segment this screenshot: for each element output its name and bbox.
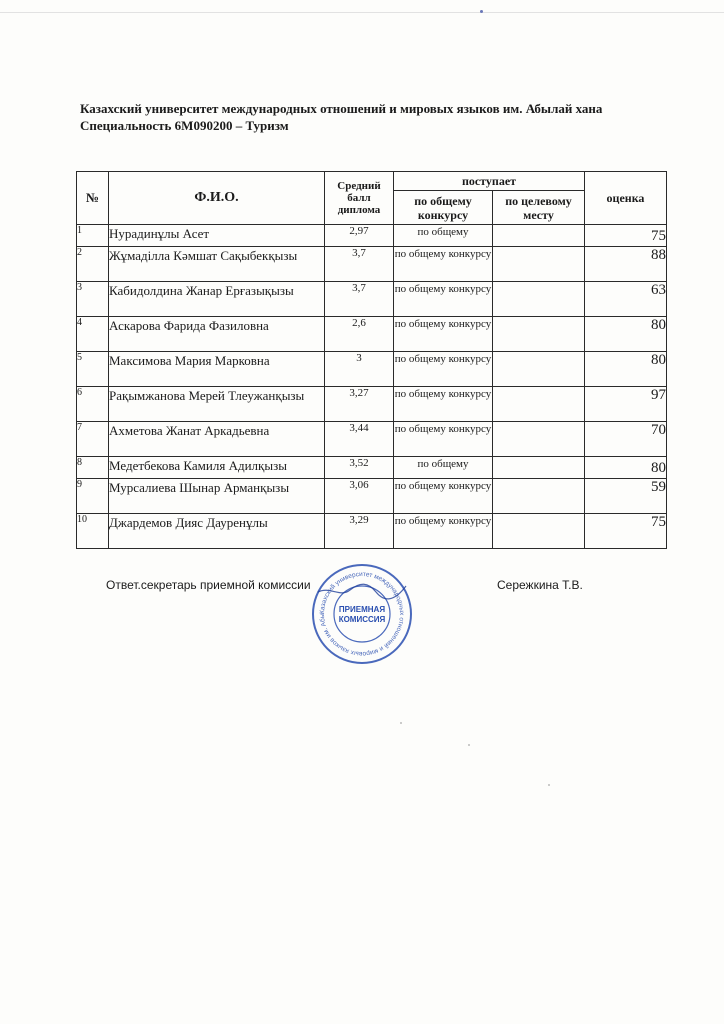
row-number: 1 xyxy=(77,225,109,247)
row-grade: 80 xyxy=(585,317,667,352)
table-row xyxy=(77,422,667,457)
scan-speck xyxy=(468,744,470,746)
row-general: по общему xyxy=(394,457,493,479)
results-table xyxy=(76,171,667,549)
row-avg: 3,06 xyxy=(325,479,394,514)
table-row xyxy=(77,225,667,247)
row-fio: Джардемов Дияс Дауренұлы xyxy=(109,514,325,549)
row-target xyxy=(493,352,585,387)
row-grade: 63 xyxy=(585,282,667,317)
col-avg-line: Средний xyxy=(337,180,381,192)
col-target-header xyxy=(493,191,585,225)
row-general: по общему xyxy=(394,225,493,247)
scan-edge-line xyxy=(0,12,724,13)
stamp-center-line2: КОМИССИЯ xyxy=(338,615,386,624)
row-general: по общему конкурсу xyxy=(394,282,493,317)
row-avg: 2,6 xyxy=(325,317,394,352)
row-general: по общему конкурсу xyxy=(394,387,493,422)
row-fio: Ахметова Жанат Аркадьевна xyxy=(109,422,325,457)
col-general-header xyxy=(394,191,493,225)
specialty-line: Специальность 6М090200 – Туризм xyxy=(80,118,289,133)
row-avg: 3,7 xyxy=(325,247,394,282)
row-general: по общему конкурсу xyxy=(394,352,493,387)
row-general: по общему конкурсу xyxy=(394,422,493,457)
row-grade: 80 xyxy=(585,457,667,479)
col-fio-header: Ф.И.О. xyxy=(109,172,325,225)
table-row xyxy=(77,282,667,317)
row-avg: 3,27 xyxy=(325,387,394,422)
document-header xyxy=(80,100,602,134)
secretary-name: Сережкина Т.В. xyxy=(497,578,583,592)
row-target xyxy=(493,387,585,422)
row-target xyxy=(493,514,585,549)
row-number: 4 xyxy=(77,317,109,352)
scan-speck xyxy=(400,722,402,724)
table-row xyxy=(77,247,667,282)
row-avg: 3,29 xyxy=(325,514,394,549)
row-general: по общему конкурсу xyxy=(394,514,493,549)
stamp-inner-ring xyxy=(334,586,390,642)
university-title: Казахский университет международных отношений и мировых языков им. Абылай хана xyxy=(80,101,603,116)
row-grade: 75 xyxy=(585,514,667,549)
col-general-line: по общему xyxy=(414,193,472,208)
row-grade: 75 xyxy=(585,225,667,247)
row-fio: Мурсалиева Шынар Арманқызы xyxy=(109,479,325,514)
row-grade: 88 xyxy=(585,247,667,282)
col-avg-header xyxy=(325,172,394,225)
row-target xyxy=(493,317,585,352)
secretary-title: Ответ.секретарь приемной комиссии xyxy=(106,578,311,592)
row-number: 7 xyxy=(77,422,109,457)
row-grade: 80 xyxy=(585,352,667,387)
row-avg: 2,97 xyxy=(325,225,394,247)
table-row xyxy=(77,514,667,549)
row-fio: Кабидолдина Жанар Ерғазықызы xyxy=(109,282,325,317)
row-number: 5 xyxy=(77,352,109,387)
row-target xyxy=(493,457,585,479)
row-target xyxy=(493,479,585,514)
row-fio: Максимова Мария Марковна xyxy=(109,352,325,387)
stamp-ring-text: Казахский университет международных отношений и мировых языков им. Абы xyxy=(318,570,406,658)
row-fio: Нурадинұлы Асет xyxy=(109,225,325,247)
col-grade-header: оценка xyxy=(585,172,667,225)
table-row xyxy=(77,479,667,514)
row-avg: 3,44 xyxy=(325,422,394,457)
row-general: по общему конкурсу xyxy=(394,317,493,352)
row-grade: 97 xyxy=(585,387,667,422)
row-avg: 3 xyxy=(325,352,394,387)
row-grade: 70 xyxy=(585,422,667,457)
row-avg: 3,7 xyxy=(325,282,394,317)
table-row xyxy=(77,352,667,387)
row-fio: Аскарова Фарида Фазиловна xyxy=(109,317,325,352)
row-fio: Рақымжанова Мерей Тлеужанқызы xyxy=(109,387,325,422)
col-target-line: по целевому xyxy=(505,193,572,208)
row-number: 8 xyxy=(77,457,109,479)
row-number: 10 xyxy=(77,514,109,549)
row-target xyxy=(493,282,585,317)
row-fio: Медетбекова Камиля Адилқызы xyxy=(109,457,325,479)
row-target xyxy=(493,422,585,457)
row-fio: Жұмаділла Кәмшат Сақыбекқызы xyxy=(109,247,325,282)
row-number: 9 xyxy=(77,479,109,514)
row-target xyxy=(493,247,585,282)
col-general-line: конкурсу xyxy=(417,207,469,222)
row-number: 2 xyxy=(77,247,109,282)
stamp-outer-ring xyxy=(313,565,411,663)
table-row xyxy=(77,457,667,479)
row-general: по общему конкурсу xyxy=(394,479,493,514)
row-grade: 59 xyxy=(585,479,667,514)
col-avg-line: диплома xyxy=(337,204,381,216)
table-row xyxy=(77,387,667,422)
col-avg-line: балл xyxy=(347,192,371,204)
admission-stamp xyxy=(310,562,414,666)
col-num-header: № xyxy=(77,172,109,225)
col-enters-header: поступает xyxy=(394,172,585,191)
col-target-line: месту xyxy=(523,207,554,222)
row-number: 6 xyxy=(77,387,109,422)
row-avg: 3,52 xyxy=(325,457,394,479)
table-row xyxy=(77,317,667,352)
scan-speck xyxy=(480,10,483,13)
scan-speck xyxy=(548,784,550,786)
row-general: по общему конкурсу xyxy=(394,247,493,282)
stamp-center-line1: ПРИЕМНАЯ xyxy=(338,605,386,614)
row-target xyxy=(493,225,585,247)
row-number: 3 xyxy=(77,282,109,317)
